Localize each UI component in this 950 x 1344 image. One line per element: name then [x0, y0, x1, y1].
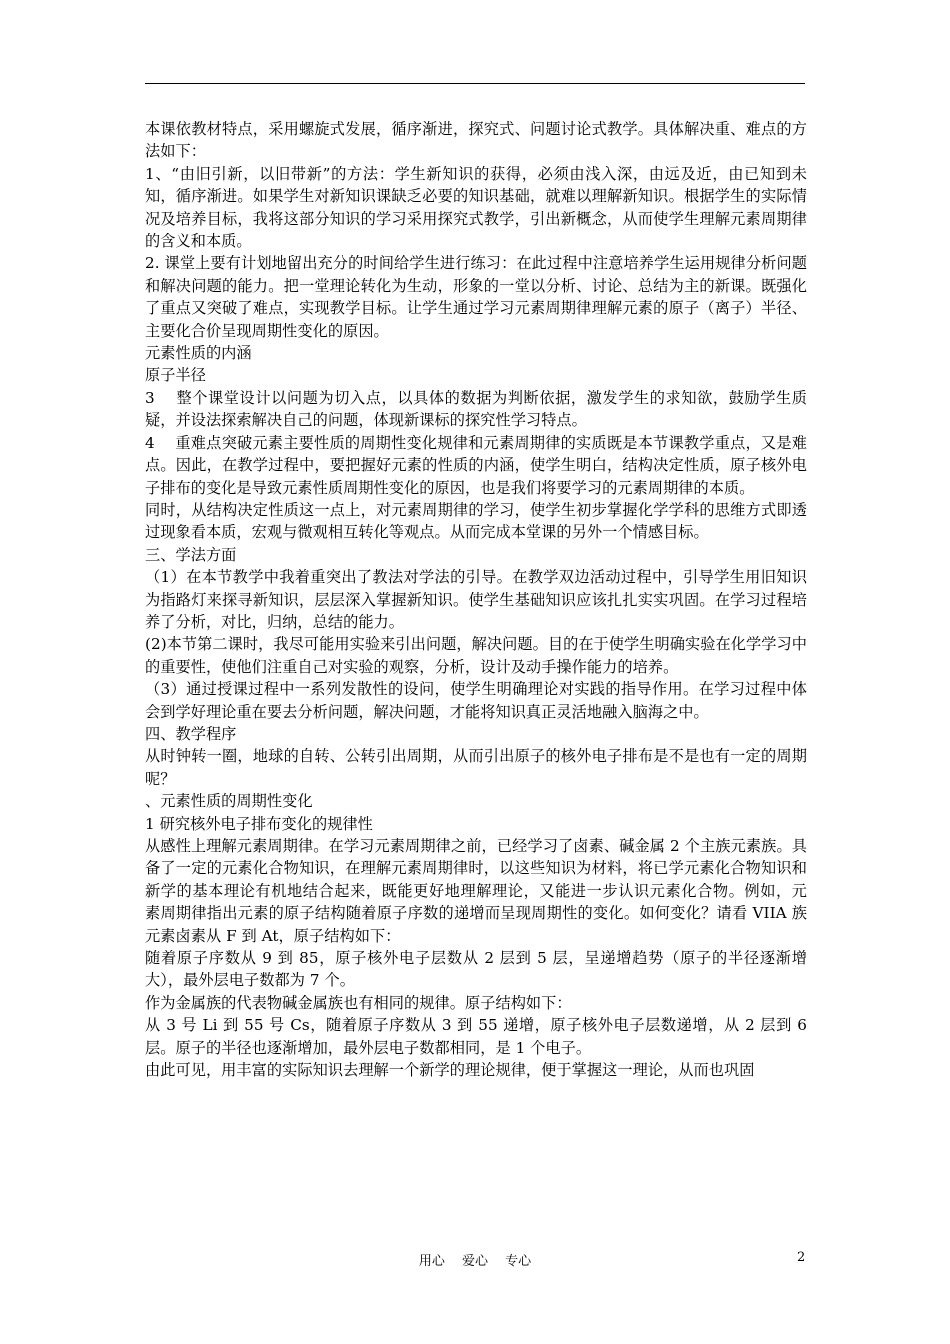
paragraph: 由此可见，用丰富的实际知识去理解一个新学的理论规律，便于掌握这一理论，从而也巩固	[145, 1061, 755, 1080]
paragraph: 元素性质的内涵	[145, 344, 252, 363]
section-heading: 四、教学程序	[145, 724, 237, 743]
paragraph: 1、“由旧引新，以旧带新”的方法：学生新知识的获得，必须由浅入深，由远及近，由已知到未知，循序渐进。如果学生对新知识课缺乏必要的知识基础，就难以理解新知识。根据学生的实际情况及培养目标，我将这部分知识的学习采用探究式教学，引出新概念，从而使学生理解元素周期律的含义和本质。	[145, 164, 807, 251]
paragraph: 本课依教材特点，采用螺旋式发展，循序渐进，探究式、问题讨论式教学。具体解决重、难点的方法如下：	[145, 120, 807, 161]
paragraph: 原子半径	[145, 366, 206, 385]
paragraph: 作为金属族的代表物碱金属族也有相同的规律。原子结构如下：	[145, 993, 572, 1012]
footer-motto: 用心 爱心 专心	[418, 1254, 532, 1269]
header-rule	[145, 83, 805, 84]
paragraph: 、元素性质的周期性变化	[145, 792, 313, 811]
section-heading: 三、学法方面	[145, 545, 237, 564]
paragraph: 1 研究核外电子排布变化的规律性	[145, 814, 373, 833]
paragraph: 从 3 号 Li 到 55 号 Cs，随着原子序数从 3 到 55 递增，原子核外电子层数递增，从 2 层到 6 层。原子的半径也逐渐增加，最外层电子数都相同，是 1 个电子。	[145, 1016, 807, 1057]
paragraph: 同时，从结构决定性质这一点上，对元素周期律的学习，使学生初步掌握化学学科的思维方式即透过现象看本质，宏观与微观相互转化等观点。从而完成本堂课的另外一个情感目标。	[145, 500, 807, 542]
paragraph: 4 重难点突破元素主要性质的周期性变化规律和元素周期律的实质既是本节课教学重点，又是难点。因此，在教学过程中，要把握好元素的性质的内涵，使学生明白，结构决定性质，原子核外电子排布的变化是导致元素性质周期性变化的原因，也是我们将要学习的元素周期律的本质。	[145, 433, 807, 497]
page-number: 2	[797, 1250, 806, 1265]
paragraph: （1）在本节教学中我着重突出了教法对学法的引导。在教学双边活动过程中，引导学生用旧知识为指路灯来探寻新知识，层层深入掌握新知识。使学生基础知识应该扎扎实实巩固。在学习过程培养了分析，对比，归纳，总结的能力。	[145, 568, 807, 631]
page-footer	[0, 1250, 950, 1274]
paragraph: 3 整个课堂设计以问题为切入点，以具体的数据为判断依据，激发学生的求知欲，鼓励学生质疑，并设法探索解决自己的问题，体现新课标的探究性学习特点。	[145, 388, 807, 430]
paragraph: 随着原子序数从 9 到 85，原子核外电子层数从 2 层到 5 层，呈递增趋势（原子的半径逐渐增大），最外层电子数都为 7 个。	[145, 949, 807, 990]
paragraph: （3）通过授课过程中一系列发散性的设问，使学生明确理论对实践的指导作用。在学习过程中体会到学好理论重在要去分析问题，解决问题，才能将知识真正灵活地融入脑海之中。	[145, 680, 807, 721]
paragraph: 从感性上理解元素周期律。在学习元素周期律之前，已经学习了卤素、碱金属 2 个主族元素族。具备了一定的元素化合物知识，在理解元素周期律时，以这些知识为材料，将已学元素化合物知识和新学的基本理论有机地结合起来，既能更好地理解理论，又能进一步认识元素化合物。例如，元 素周期律指出元素的原子结构随着原子序数的递增而呈现周期性的变化。如何变化？请看 VIIA 族元素卤素从 F 到 At，原子结构如下：	[145, 837, 828, 945]
paragraph: (2)本节第二课时，我尽可能用实验来引出问题，解决问题。目的在于使学生明确实验在化学学习中的重要性，使他们注重自己对实验的观察，分析，设计及动手操作能力的培养。	[145, 635, 807, 676]
paragraph: 2. 课堂上要有计划地留出充分的时间给学生进行练习：在此过程中注意培养学生运用规律分析问题和解决问题的能力。把一堂理论转化为生动，形象的一堂以分析、讨论、总结为主的新课。既强化了重点又突破了难点，实现教学目标。让学生通过学习元素周期律理解元素的原子（离子）半径、主要化合价呈现周期性变化的原因。	[145, 254, 807, 340]
paragraph: 从时钟转一圈，地球的自转、公转引出周期，从而引出原子的核外电子排布是不是也有一定的周期呢？	[145, 747, 807, 788]
body-text	[145, 118, 828, 1081]
